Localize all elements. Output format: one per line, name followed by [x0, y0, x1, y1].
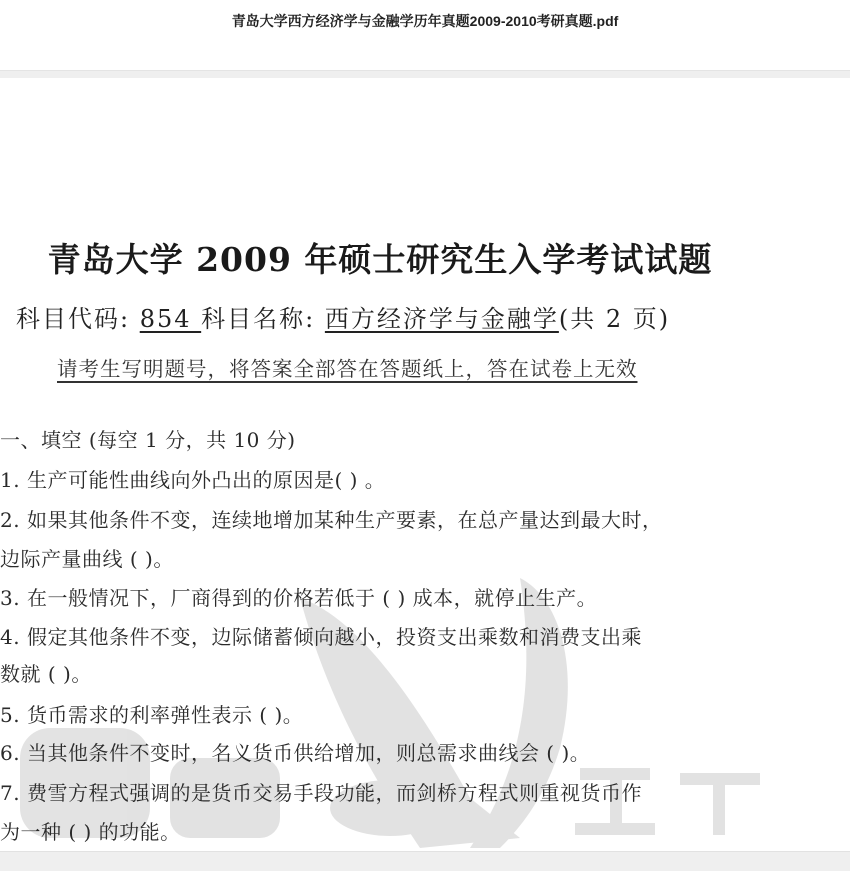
question-line: 2. 如果其他条件不变，连续地增加某种生产要素，在总产量达到最大时， [0, 508, 663, 532]
page-separator-bottom [0, 851, 850, 871]
question-line: 6. 当其他条件不变时，名义货币供给增加，则总需求曲线会 ( )。 [0, 741, 591, 765]
document-title: 青岛大学西方经济学与金融学历年真题2009-2010考研真题.pdf [231, 13, 619, 29]
question-line: 1. 生产可能性曲线向外凸出的原因是( ) 。 [0, 468, 386, 492]
question-line: 4. 假定其他条件不变，边际储蓄倾向越小，投资支出乘数和消费支出乘 [0, 625, 642, 649]
question-line: 5. 货币需求的利率弹性表示 ( )。 [0, 703, 304, 727]
pdf-page[interactable] [0, 78, 850, 851]
section-header: 一、填空 (每空 1 分，共 10 分) [0, 428, 296, 452]
question-line: 边际产量曲线 ( )。 [0, 547, 174, 571]
exam-notice: 请考生写明题号，将答案全部答在答题纸上，答在试卷上无效 [57, 357, 638, 381]
question-line: 为一种 ( ) 的功能。 [0, 820, 181, 844]
question-line: 7. 费雪方程式强调的是货币交易手段功能，而剑桥方程式则重视货币作 [0, 781, 642, 805]
exam-title: 青岛大学 2009 年硕士研究生入学考试试题 [47, 240, 713, 279]
pages-note: (共 2 页) [558, 305, 671, 333]
subject-code-label: 科目代码: [16, 305, 140, 333]
viewer-header [0, 0, 850, 70]
subject-line [16, 299, 670, 334]
subject-name-label: 科目名称: [201, 305, 325, 333]
subject-name: 西方经济学与金融学 [324, 305, 559, 333]
question-line: 3. 在一般情况下，厂商得到的价格若低于 ( ) 成本，就停止生产。 [0, 586, 598, 610]
subject-code: 854 [139, 305, 202, 333]
question-line: 数就 ( )。 [0, 662, 92, 686]
page-separator [0, 70, 850, 78]
